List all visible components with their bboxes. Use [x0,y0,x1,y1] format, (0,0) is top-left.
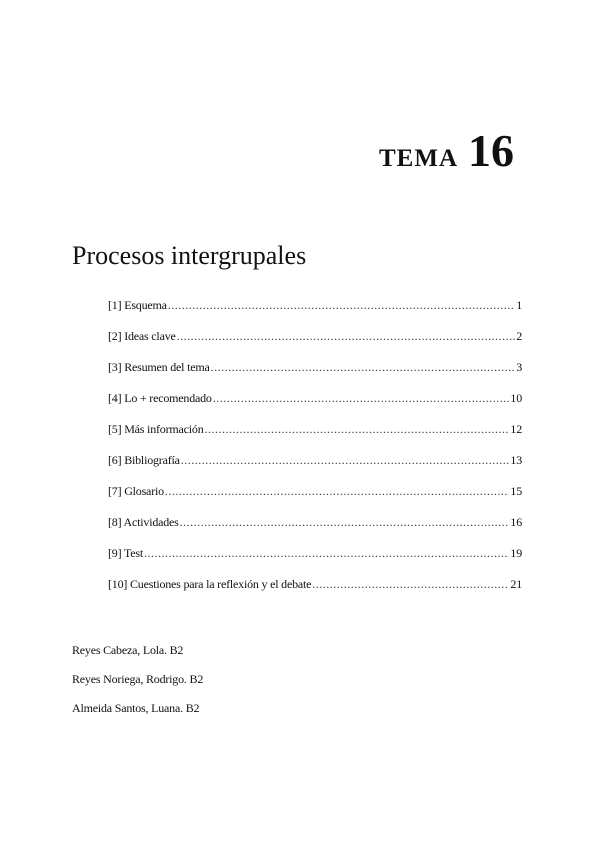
toc-item-label: [9] Test [108,546,143,560]
author-name: Reyes Noriega, Rodrigo. B2 [72,672,204,686]
toc-item-esquema [108,295,522,326]
toc-item-page: 21 [510,577,522,591]
toc-item-cuestiones [108,574,522,605]
toc-item-ideas-clave [108,326,522,357]
toc-item-page: 12 [510,422,522,436]
toc-item-mas-informacion [108,419,522,450]
toc-item-page: 16 [510,515,522,529]
toc-item-page: 2 [516,329,522,343]
toc-item-label: [2] Ideas clave [108,329,176,343]
toc-leader-dots [205,419,510,439]
toc-item-resumen [108,357,522,388]
toc-item-test [108,543,522,574]
toc-leader-dots [213,388,510,408]
toc-item-label: [5] Más información [108,422,204,436]
author-name: Reyes Cabeza, Lola. B2 [72,643,184,657]
toc-leader-dots [181,450,510,470]
toc-item-label: [8] Actividades [108,515,179,529]
toc-item-page: 13 [510,453,522,467]
page-title: Procesos intergrupales [72,241,307,270]
toc-item-page: 10 [510,391,522,405]
toc-leader-dots [165,481,509,501]
toc-leader-dots [144,543,509,563]
toc-leader-dots [168,295,515,315]
toc-leader-dots [177,326,516,346]
toc-item-bibliografia [108,450,522,481]
toc-item-page: 15 [510,484,522,498]
toc-item-label: [10] Cuestiones para la reflexión y el debate [108,577,312,591]
toc-item-label: [4] Lo + recomendado [108,391,212,405]
toc-leader-dots [180,512,510,532]
toc-leader-dots [211,357,516,377]
author-list [72,640,203,727]
toc-item-label: [6] Bibliografía [108,453,180,467]
tema-heading [379,125,514,176]
toc-item-recomendado [108,388,522,419]
toc-leader-dots [312,574,509,594]
toc-item-label: [1] Esquema [108,298,167,312]
tema-number: 16 [468,125,514,176]
toc-item-page: 3 [516,360,522,374]
toc-item-label: [3] Resumen del tema [108,360,210,374]
tema-word: TEMA [379,145,458,172]
toc-item-page: 19 [510,546,522,560]
toc-item-page: 1 [516,298,522,312]
toc-item-glosario [108,481,522,512]
toc-item-label: [7] Glosario [108,484,164,498]
table-of-contents [108,295,522,605]
author-name: Almeida Santos, Luana. B2 [72,701,200,715]
toc-item-actividades [108,512,522,543]
